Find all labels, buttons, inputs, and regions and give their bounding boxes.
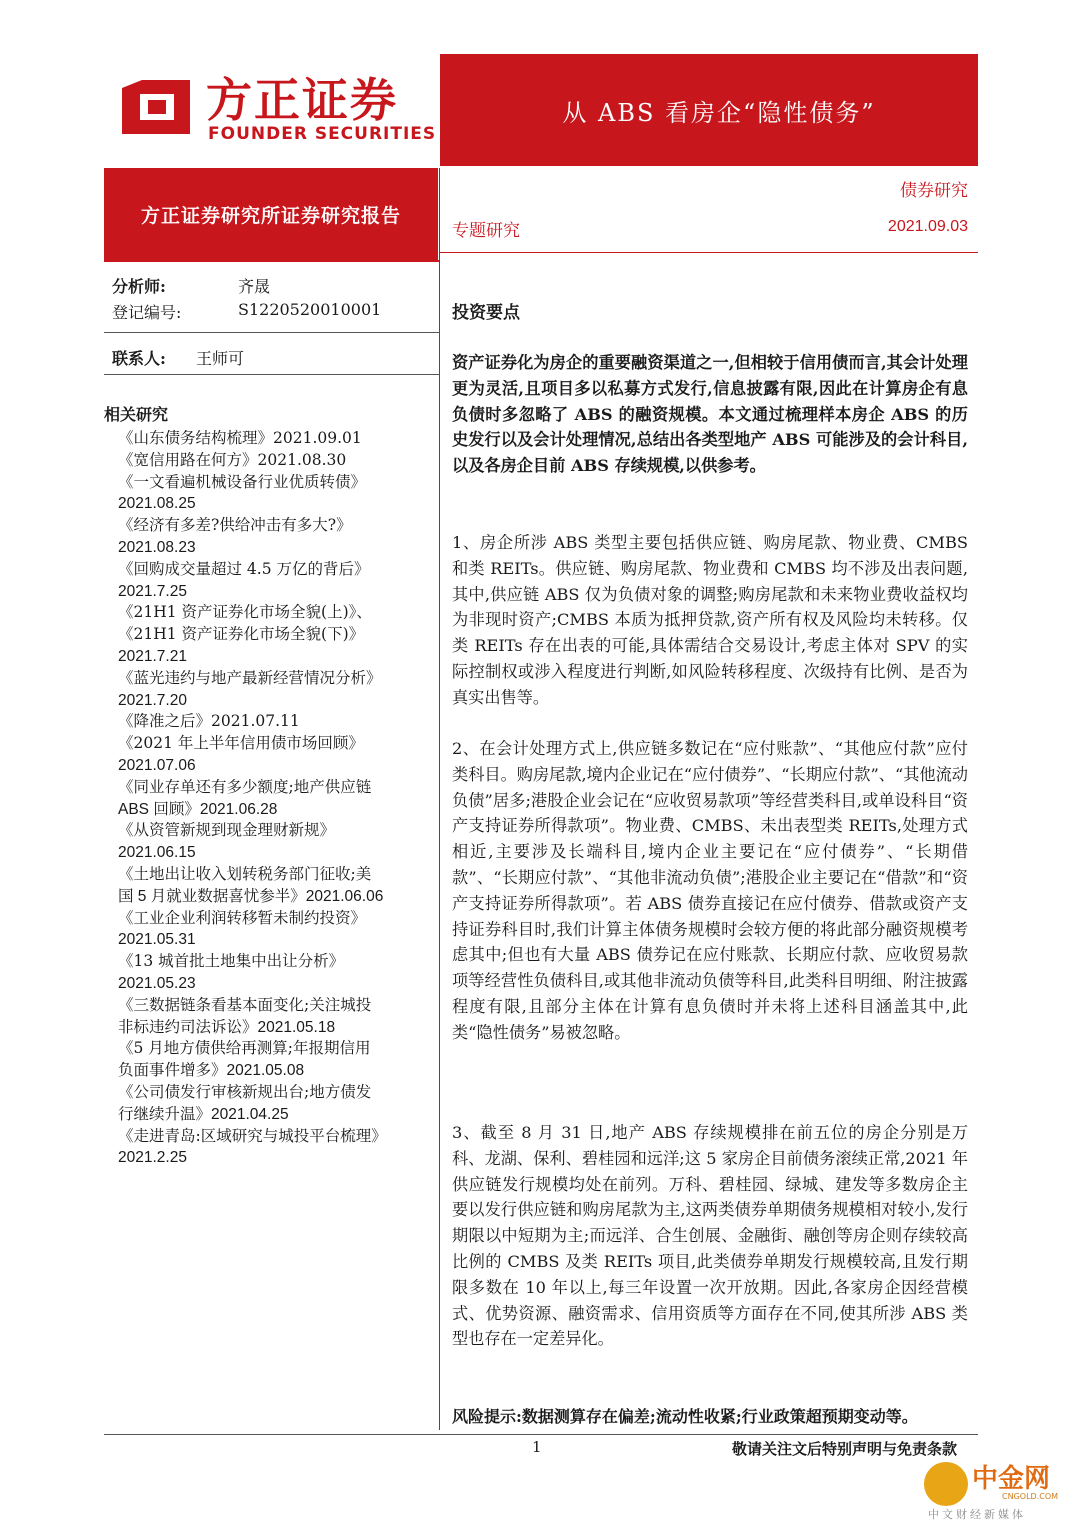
logo-chinese-text: 方正证券	[206, 73, 398, 127]
related-research-title: 《宽信用路在何方》2021.08.30	[118, 450, 347, 469]
related-research-date: 2021.7.25	[118, 582, 187, 600]
related-research-title: 《回购成交量超过 4.5 万亿的背后》	[118, 559, 370, 578]
watermark-name: 中金网	[972, 1464, 1051, 1494]
related-research-item	[118, 1038, 414, 1082]
related-research-date: 2021.2.25	[118, 1149, 187, 1167]
related-research-date: 国 5 月就业数据喜忧参半》2021.06.06	[118, 887, 384, 905]
founder-logo-icon	[118, 78, 194, 136]
related-research-date: 非标违约司法诉讼》2021.05.18	[118, 1018, 336, 1036]
analyst-separator	[104, 332, 440, 333]
registration-number: S1220520010001	[238, 300, 382, 319]
related-research-title: 《5 月地方债供给再测算;年报期信用	[118, 1039, 371, 1058]
related-research-title: 《同业存单还有多少额度;地产供应链	[118, 777, 372, 796]
related-research-title: 《2021 年上半年信用债市场回顾》	[118, 734, 364, 753]
related-research-title: 《降准之后》2021.07.11	[118, 712, 300, 731]
header-divider-right	[440, 252, 978, 253]
related-research-date: 2021.7.20	[118, 691, 187, 709]
point-2-paragraph: 2、在会计处理方式上,供应链多数记在“应付账款”、“其他应付款”应付类科目。购房尾款,境内企业记在“应付债券”、“长期应付款”、“其他流动负债”居多;港股企业会记在“应收贸易款项”等经营类科目,或单设科目“资产支持证券所得款项”。物业费、CMBS、未出表型类 REITs,处理方式相近,主要涉及长端科目,境内企业主要记在“应付债券”、“长期借款”、“长期应付款”、“其他非流动负债”;港股企业主要记在“借款”和“资产支持证券所得款项”。若 ABS 债券直接记在应付债券、借款或资产支持证券科目时,我们计算主体债务规模时会较方便的将此部分融资规模考虑其中;但也有大量 ABS 债券记在应付账款、长期应付款、应收贸易款项等经营性负债科目,或其他非流动负债等科目,此类科目明细、附注披露程度有限,且部分主体在计算有息负债时并未将上述科目涵盖其中,此类“隐性债务”易被忽略。	[452, 739, 968, 1042]
report-date: 2021.09.03	[887, 218, 968, 235]
related-research-heading: 相关研究	[104, 405, 169, 424]
related-research-title: 《工业企业利润转移暂未制约投资》	[118, 908, 367, 927]
contact-name: 王师可	[196, 349, 245, 368]
related-research-item	[118, 515, 414, 559]
registration-row	[112, 300, 382, 323]
related-research-date: 2021.06.15	[118, 844, 196, 862]
related-research-title: 《21H1 资产证券化市场全貌(上)》、《21H1 资产证券化市场全貌(下)》	[118, 603, 372, 644]
summary-paragraph: 资产证券化为房企的重要融资渠道之一,但相较于信用债而言,其会计处理更为灵活,且项目多以私募方式发行,信息披露有限,因此在计算房企有息负债时多忽略了 ABS 的融资规模。本文通过梳理样本房企 ABS 的历史发行以及会计处理情况,总结出各类型地产 ABS 可能涉及的会计科目,以及各房企目前 ABS 存续规模,以供参考。	[452, 353, 968, 476]
related-research-item	[118, 1126, 414, 1170]
related-research-item	[118, 951, 414, 995]
related-research-date: ABS 回顾》2021.06.28	[118, 800, 278, 818]
related-research-date: 负面事件增多》2021.05.08	[118, 1062, 305, 1080]
institute-banner-text: 方正证券研究所证券研究报告	[140, 204, 401, 227]
disclaimer-note: 敬请关注文后特别声明与免责条款	[732, 1440, 958, 1458]
logo-english-text: FOUNDER SECURITIES	[208, 124, 437, 144]
related-research-item	[118, 908, 414, 952]
related-research-date: 2021.07.06	[118, 756, 196, 774]
related-research-item	[118, 733, 414, 777]
header-divider-left	[104, 260, 440, 262]
related-research-date: 2021.08.25	[118, 495, 196, 513]
key-points-heading: 投资要点	[452, 303, 520, 323]
risk-warning: 风险提示:数据测算存在偏差;流动性收紧;行业政策超预期变动等。	[452, 1407, 918, 1426]
related-research-title: 《土地出让收入划转税务部门征收;美	[118, 864, 372, 883]
related-research-date: 行继续升温》2021.04.25	[118, 1105, 289, 1123]
related-research-item	[118, 602, 414, 667]
footer-divider	[104, 1434, 978, 1435]
registration-label: 登记编号:	[112, 303, 182, 322]
related-research-date: 2021.05.23	[118, 974, 196, 992]
related-research-title: 《经济有多差?供给冲击有多大?》	[118, 516, 352, 535]
analyst-label: 分析师:	[112, 277, 166, 296]
related-research-date: 2021.08.23	[118, 538, 196, 556]
report-category: 债券研究	[900, 181, 968, 201]
cngold-logo-icon	[924, 1462, 968, 1506]
watermark-domain: CNGOLD.COM	[1002, 1492, 1059, 1501]
related-research-title: 《一文看遍机械设备行业优质转债》	[118, 472, 367, 491]
page-number: 1	[532, 1438, 542, 1456]
contact-separator	[104, 374, 440, 375]
related-research-item	[118, 711, 414, 733]
related-research-item	[118, 668, 414, 712]
related-research-title: 《13 城首批土地集中出让分析》	[118, 952, 345, 971]
related-research-item	[118, 559, 414, 603]
related-research-title: 《走进青岛:区域研究与城投平台梳理》	[118, 1126, 387, 1145]
related-research-item	[118, 450, 414, 472]
related-research-item	[118, 864, 414, 908]
related-research-item	[118, 820, 414, 864]
related-research-date: 2021.7.21	[118, 647, 187, 665]
related-research-item	[118, 428, 414, 450]
related-research-title: 《从资管新规到现金理财新规》	[118, 821, 336, 840]
related-research-date: 2021.05.31	[118, 931, 196, 949]
watermark-tagline: 中文财经新媒体	[928, 1508, 1026, 1521]
analyst-row	[112, 274, 271, 297]
analyst-name: 齐晟	[238, 277, 271, 296]
related-research-item	[118, 1082, 414, 1126]
related-research-title: 《蓝光违约与地产最新经营情况分析》	[118, 668, 382, 687]
related-research-item	[118, 995, 414, 1039]
related-research-list	[118, 428, 414, 1169]
related-research-item	[118, 472, 414, 516]
related-research-title: 《山东债务结构梳理》2021.09.01	[118, 429, 362, 447]
related-research-title: 《公司债发行审核新规出台;地方债发	[118, 1082, 372, 1101]
related-research-item	[118, 777, 414, 821]
report-type: 专题研究	[452, 221, 520, 241]
report-title: 从 ABS 看房企“隐性债务”	[562, 98, 876, 127]
point-1-paragraph: 1、房企所涉 ABS 类型主要包括供应链、购房尾款、物业费、CMBS 和类 REITs。供应链、购房尾款、物业费和 CMBS 均不涉及出表问题,其中,供应链 ABS 仅为负债对象的调整;购房尾款和未来物业费收益权均为非现时资产;CMBS 本质为抵押贷款,资产所有权及风险均未转移。仅类 REITs 存在出表的可能,具体需结合交易设计,考虑主体对 SPV 的实际控制权或涉入程度进行判断,如风险转移程度、次级持有比例、是否为真实出售等。	[452, 533, 968, 707]
contact-label: 联系人:	[112, 349, 166, 368]
column-divider	[439, 168, 440, 1430]
related-research-title: 《三数据链条看基本面变化;关注城投	[118, 995, 372, 1014]
point-3-paragraph: 3、截至 8 月 31 日,地产 ABS 存续规模排在前五位的房企分别是万科、龙湖、保利、碧桂园和远洋;这 5 家房企目前债务滚续正常,2021 年供应链发行规模均处在前列。万科、碧桂园、绿城、建发等多数房企主要以发行供应链和购房尾款为主,这两类债券单期债务规模相对较小,发行期限以中短期为主;而远洋、合生创展、金融街、融创等房企则存续较高比例的 CMBS 及类 REITs 项目,此类债券单期发行规模较高,且发行期限多数在 10 年以上,每三年设置一次开放期。因此,各家房企因经营模式、优势资源、融资需求、信用资质等方面存在不同,使其所涉 ABS 类型也存在一定差异化。	[452, 1123, 968, 1349]
contact-row	[112, 346, 245, 369]
